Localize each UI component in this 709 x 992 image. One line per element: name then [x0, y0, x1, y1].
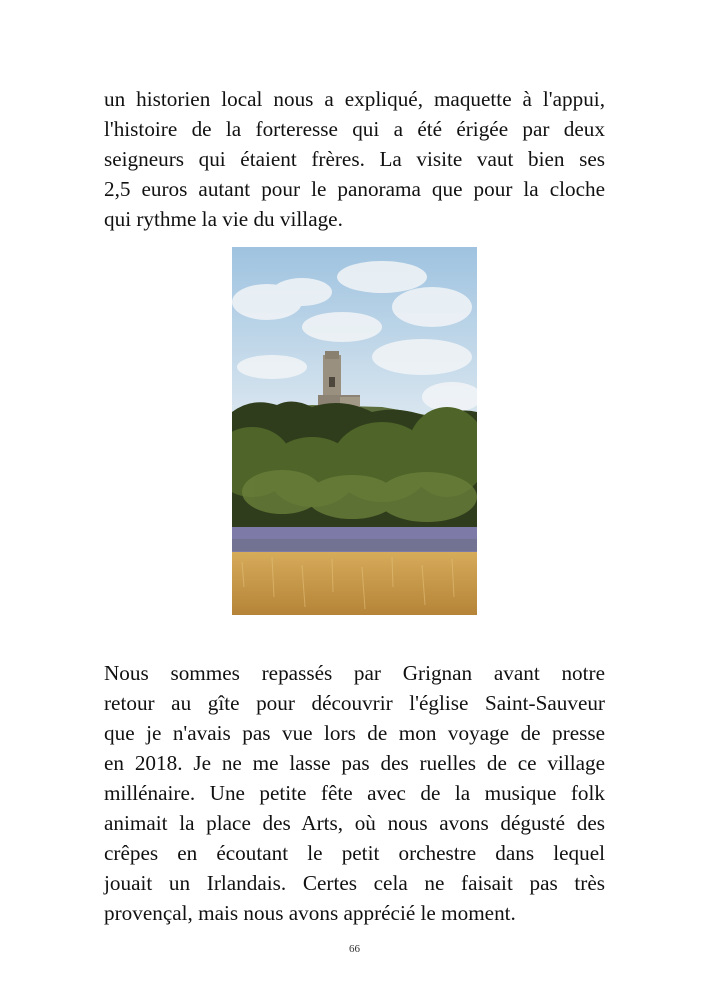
text-line: animait la place des Arts, où nous avons dégusté des	[104, 811, 605, 835]
text-line: millénaire. Une petite fête avec de la musique folk	[104, 781, 605, 805]
village-tower-photo	[232, 247, 477, 615]
text-line: crêpes en écoutant le petit orchestre dans lequel	[104, 841, 605, 865]
text-line: 2,5 euros autant pour le panorama que pour la cloche	[104, 177, 605, 201]
text-line: que je n'avais pas vue lors de mon voyage de presse	[104, 721, 605, 745]
text-line: seigneurs qui étaient frères. La visite vaut bien ses	[104, 147, 605, 171]
text-line: Nous sommes repassés par Grignan avant notre	[104, 661, 605, 685]
text-line: qui rythme la vie du village.	[104, 207, 343, 231]
page-number: 66	[349, 943, 360, 955]
text-line: jouait un Irlandais. Certes cela ne faisait pas très	[104, 871, 605, 895]
paragraph-2	[104, 658, 605, 928]
text-line: l'histoire de la forteresse qui a été érigée par deux	[104, 117, 605, 141]
text-line: retour au gîte pour découvrir l'église Saint-Sauveur	[104, 691, 605, 715]
text-line: un historien local nous a expliqué, maquette à l'appui,	[104, 87, 605, 111]
text-line: en 2018. Je ne me lasse pas des ruelles de ce village	[104, 751, 605, 775]
paragraph-1	[104, 84, 605, 234]
text-line: provençal, mais nous avons apprécié le moment.	[104, 901, 516, 925]
